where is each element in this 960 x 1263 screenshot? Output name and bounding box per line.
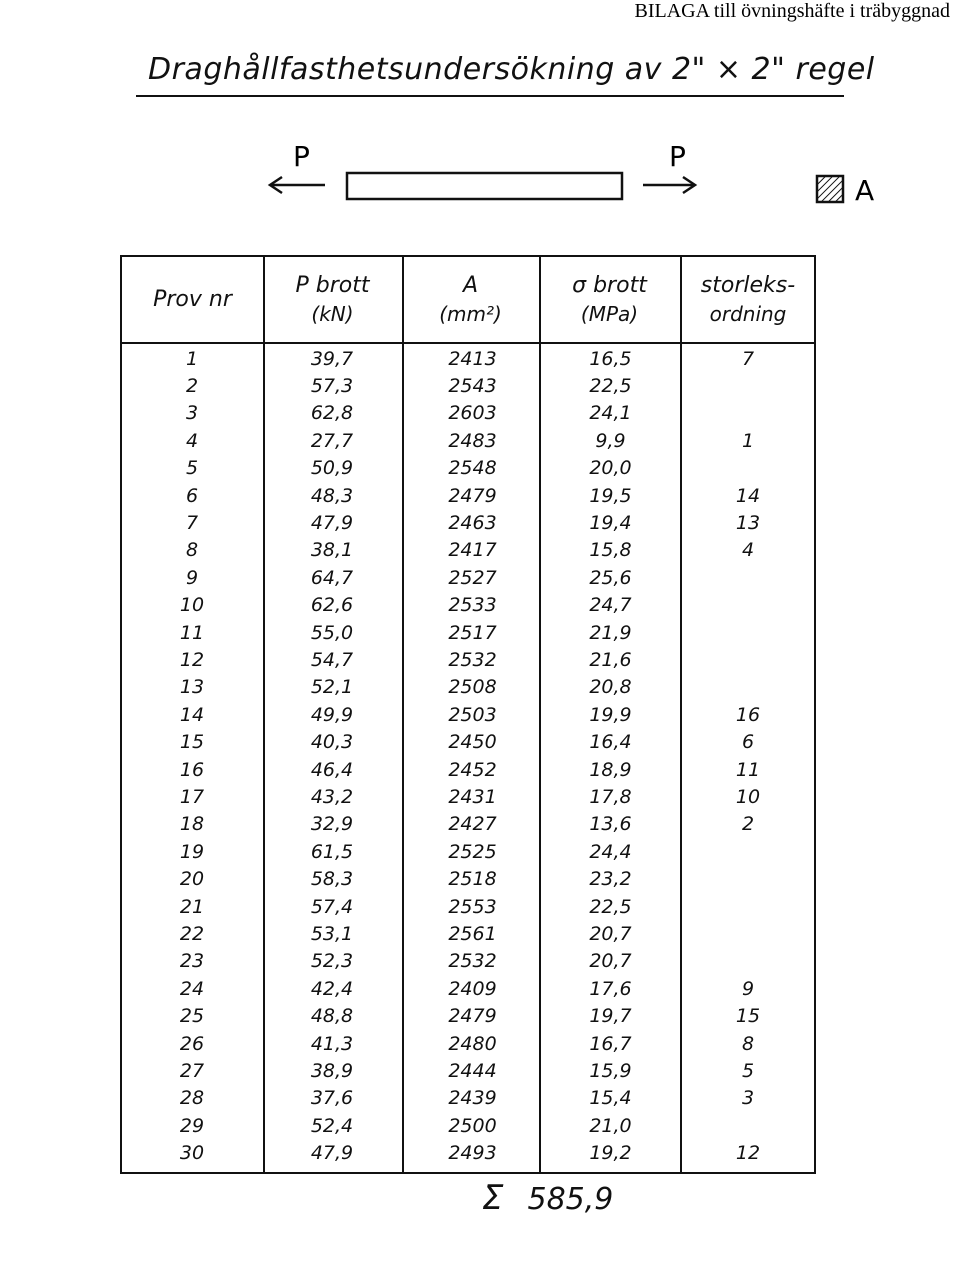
cell-p-brott: 50,9 bbox=[310, 457, 354, 480]
cell-area: 2532 bbox=[448, 649, 497, 672]
cell-area: 2483 bbox=[448, 429, 497, 452]
cell-p-brott: 41,3 bbox=[310, 1032, 354, 1055]
cell-storleksordning: 8 bbox=[741, 1032, 755, 1055]
cell-p-brott: 43,2 bbox=[310, 786, 354, 809]
cell-sigma-brott: 22,5 bbox=[589, 895, 632, 918]
cell-area: 2431 bbox=[448, 786, 497, 809]
cell-p-brott: 55,0 bbox=[310, 621, 354, 644]
tension-specimen-diagram bbox=[255, 140, 705, 220]
table-row bbox=[122, 1003, 814, 1030]
cell-sigma-brott: 15,4 bbox=[589, 1087, 632, 1110]
header-storleksordning: storleks- ordning bbox=[700, 273, 796, 326]
cell-sigma-brott: 15,9 bbox=[589, 1060, 632, 1083]
cell-sigma-brott: 24,1 bbox=[589, 402, 632, 425]
cell-sigma-brott: 19,4 bbox=[589, 512, 632, 535]
cell-area: 2527 bbox=[448, 566, 497, 589]
cell-sigma-brott: 23,2 bbox=[589, 868, 632, 891]
cell-storleksordning: 9 bbox=[741, 977, 755, 1000]
cell-sigma-brott: 19,7 bbox=[589, 1005, 632, 1028]
table-row bbox=[122, 455, 814, 482]
cell-p-brott: 47,9 bbox=[310, 1142, 354, 1165]
cell-area: 2561 bbox=[448, 923, 497, 946]
cell-sigma-brott: 18,9 bbox=[589, 758, 632, 781]
cell-sigma-brott: 21,6 bbox=[589, 649, 632, 672]
cell-area: 2479 bbox=[448, 484, 497, 507]
header-sigma-brott: σ brott (MPa) bbox=[572, 273, 647, 326]
cell-area: 2417 bbox=[448, 539, 497, 562]
cell-area: 2503 bbox=[448, 703, 497, 726]
table-row bbox=[122, 674, 814, 701]
cell-storleksordning: 14 bbox=[735, 484, 761, 507]
cell-prov-nr: 17 bbox=[179, 786, 205, 809]
hatched-square-icon bbox=[817, 176, 843, 202]
cell-sigma-brott: 25,6 bbox=[589, 566, 632, 589]
cell-p-brott: 49,9 bbox=[310, 703, 354, 726]
cell-area: 2517 bbox=[448, 621, 497, 644]
cell-storleksordning: 1 bbox=[741, 429, 755, 452]
cell-p-brott: 46,4 bbox=[310, 758, 354, 781]
cell-prov-nr: 28 bbox=[179, 1087, 205, 1110]
cell-p-brott: 27,7 bbox=[310, 429, 354, 452]
table-row bbox=[122, 1140, 814, 1167]
cell-sigma-brott: 16,7 bbox=[589, 1032, 632, 1055]
cell-p-brott: 37,6 bbox=[310, 1087, 354, 1110]
cell-prov-nr: 15 bbox=[179, 731, 205, 754]
cell-sigma-brott: 9,9 bbox=[595, 429, 626, 452]
cell-prov-nr: 7 bbox=[185, 512, 199, 535]
cell-area: 2553 bbox=[448, 895, 497, 918]
cell-prov-nr: 20 bbox=[179, 868, 205, 891]
table-row bbox=[122, 427, 814, 454]
cell-area: 2439 bbox=[448, 1087, 497, 1110]
load-label-right: P bbox=[669, 140, 686, 173]
cell-p-brott: 61,5 bbox=[310, 840, 354, 863]
cell-sigma-brott: 20,8 bbox=[589, 676, 632, 699]
header-note: BILAGA till övningshäfte i träbyggnad bbox=[634, 0, 950, 22]
cell-area: 2479 bbox=[448, 1005, 497, 1028]
cell-area: 2480 bbox=[448, 1032, 497, 1055]
cell-area: 2493 bbox=[448, 1142, 497, 1165]
cell-sigma-brott: 21,0 bbox=[589, 1114, 632, 1137]
cross-section-marker bbox=[815, 172, 885, 206]
cell-area: 2500 bbox=[448, 1114, 497, 1137]
cell-storleksordning: 3 bbox=[741, 1087, 755, 1110]
cell-sigma-brott: 17,6 bbox=[589, 977, 632, 1000]
cell-prov-nr: 12 bbox=[179, 649, 205, 672]
header-p-brott: P brott (kN) bbox=[295, 273, 370, 326]
cell-prov-nr: 22 bbox=[179, 923, 205, 946]
table-row bbox=[122, 701, 814, 728]
table-row bbox=[122, 509, 814, 536]
cell-storleksordning: 10 bbox=[735, 786, 761, 809]
cell-area: 2532 bbox=[448, 950, 497, 973]
cell-area: 2463 bbox=[448, 512, 497, 535]
cell-prov-nr: 10 bbox=[179, 594, 205, 617]
table-row bbox=[122, 372, 814, 399]
specimen-bar bbox=[347, 173, 622, 199]
table-row bbox=[122, 592, 814, 619]
cell-prov-nr: 18 bbox=[179, 813, 205, 836]
table-row bbox=[122, 482, 814, 509]
sigma-symbol: Σ bbox=[482, 1178, 504, 1218]
table-row bbox=[122, 646, 814, 673]
cell-storleksordning: 16 bbox=[735, 703, 761, 726]
cell-prov-nr: 3 bbox=[185, 402, 199, 425]
cell-prov-nr: 16 bbox=[179, 758, 205, 781]
cell-storleksordning: 4 bbox=[741, 539, 755, 562]
table-row bbox=[122, 783, 814, 810]
cell-area: 2409 bbox=[448, 977, 497, 1000]
table-row bbox=[122, 1030, 814, 1057]
cell-p-brott: 52,1 bbox=[310, 676, 354, 699]
header-divider bbox=[122, 342, 814, 344]
cell-p-brott: 53,1 bbox=[310, 923, 354, 946]
sum-line bbox=[482, 1178, 613, 1218]
cell-p-brott: 38,1 bbox=[310, 539, 354, 562]
table-row bbox=[122, 345, 814, 372]
cell-sigma-brott: 16,5 bbox=[589, 347, 632, 370]
cell-p-brott: 57,3 bbox=[310, 375, 354, 398]
cell-p-brott: 42,4 bbox=[310, 977, 354, 1000]
cell-area: 2533 bbox=[448, 594, 497, 617]
cell-sigma-brott: 19,5 bbox=[589, 484, 632, 507]
results-table bbox=[120, 255, 816, 1174]
cell-sigma-brott: 13,6 bbox=[589, 813, 632, 836]
cell-prov-nr: 30 bbox=[179, 1142, 205, 1165]
cell-prov-nr: 19 bbox=[179, 840, 205, 863]
cell-area: 2427 bbox=[448, 813, 497, 836]
table-row bbox=[122, 756, 814, 783]
cell-prov-nr: 27 bbox=[179, 1060, 205, 1083]
cell-prov-nr: 26 bbox=[179, 1032, 205, 1055]
cell-prov-nr: 13 bbox=[179, 676, 205, 699]
cell-p-brott: 48,8 bbox=[310, 1005, 354, 1028]
cell-area: 2543 bbox=[448, 375, 497, 398]
cell-sigma-brott: 17,8 bbox=[589, 786, 632, 809]
cell-area: 2548 bbox=[448, 457, 497, 480]
cell-area: 2452 bbox=[448, 758, 497, 781]
cell-p-brott: 52,4 bbox=[310, 1114, 354, 1137]
cell-area: 2450 bbox=[448, 731, 497, 754]
cell-prov-nr: 14 bbox=[179, 703, 205, 726]
load-label-left: P bbox=[293, 140, 310, 173]
cell-area: 2413 bbox=[448, 347, 497, 370]
title-underline bbox=[136, 95, 844, 97]
cell-sigma-brott: 20,7 bbox=[589, 923, 632, 946]
cell-storleksordning: 12 bbox=[735, 1142, 761, 1165]
cell-prov-nr: 11 bbox=[179, 621, 205, 644]
cell-prov-nr: 9 bbox=[185, 566, 199, 589]
cell-area: 2508 bbox=[448, 676, 497, 699]
table-row bbox=[122, 400, 814, 427]
cell-sigma-brott: 20,7 bbox=[589, 950, 632, 973]
cell-prov-nr: 29 bbox=[179, 1114, 205, 1137]
cell-storleksordning: 5 bbox=[741, 1060, 755, 1083]
table-row bbox=[122, 1112, 814, 1139]
cell-area: 2525 bbox=[448, 840, 497, 863]
cell-sigma-brott: 22,5 bbox=[589, 375, 632, 398]
table-row bbox=[122, 838, 814, 865]
cell-sigma-brott: 21,9 bbox=[589, 621, 632, 644]
cell-p-brott: 62,6 bbox=[310, 594, 354, 617]
cell-prov-nr: 2 bbox=[185, 375, 199, 398]
cell-prov-nr: 24 bbox=[179, 977, 205, 1000]
cell-p-brott: 32,9 bbox=[310, 813, 354, 836]
sum-value: 585,9 bbox=[527, 1182, 614, 1217]
cell-prov-nr: 1 bbox=[185, 347, 199, 370]
cell-p-brott: 47,9 bbox=[310, 512, 354, 535]
cell-storleksordning: 2 bbox=[741, 813, 755, 836]
cell-p-brott: 57,4 bbox=[310, 895, 354, 918]
cell-area: 2518 bbox=[448, 868, 497, 891]
cell-storleksordning: 15 bbox=[735, 1005, 761, 1028]
cell-p-brott: 48,3 bbox=[310, 484, 354, 507]
cell-p-brott: 54,7 bbox=[310, 649, 354, 672]
cell-storleksordning: 13 bbox=[735, 512, 761, 535]
table-row bbox=[122, 564, 814, 591]
cell-p-brott: 62,8 bbox=[310, 402, 354, 425]
cell-prov-nr: 5 bbox=[185, 457, 199, 480]
cell-storleksordning: 6 bbox=[741, 731, 755, 754]
table-row bbox=[122, 920, 814, 947]
cell-p-brott: 39,7 bbox=[310, 347, 354, 370]
cell-area: 2444 bbox=[448, 1060, 497, 1083]
cell-sigma-brott: 24,7 bbox=[589, 594, 632, 617]
cell-sigma-brott: 24,4 bbox=[589, 840, 632, 863]
cell-p-brott: 58,3 bbox=[310, 868, 354, 891]
cell-area: 2603 bbox=[448, 402, 497, 425]
table-row bbox=[122, 948, 814, 975]
cell-sigma-brott: 19,2 bbox=[589, 1142, 632, 1165]
cell-sigma-brott: 20,0 bbox=[589, 457, 632, 480]
cell-sigma-brott: 15,8 bbox=[589, 539, 632, 562]
table-row bbox=[122, 1085, 814, 1112]
cell-prov-nr: 8 bbox=[185, 539, 199, 562]
page-title: Draghållfasthetsundersökning av 2" × 2" regel bbox=[148, 52, 875, 87]
cell-storleksordning: 7 bbox=[741, 347, 755, 370]
cell-p-brott: 52,3 bbox=[310, 950, 354, 973]
table-row bbox=[122, 975, 814, 1002]
table-row bbox=[122, 811, 814, 838]
header-area: A (mm²) bbox=[439, 273, 502, 326]
cell-prov-nr: 21 bbox=[179, 895, 205, 918]
table-row bbox=[122, 1057, 814, 1084]
table-row bbox=[122, 619, 814, 646]
table-row bbox=[122, 866, 814, 893]
cell-prov-nr: 6 bbox=[185, 484, 199, 507]
table-row bbox=[122, 729, 814, 756]
cell-storleksordning: 11 bbox=[735, 758, 761, 781]
cell-p-brott: 38,9 bbox=[310, 1060, 354, 1083]
cell-sigma-brott: 19,9 bbox=[589, 703, 632, 726]
table-row bbox=[122, 893, 814, 920]
cell-p-brott: 40,3 bbox=[310, 731, 354, 754]
cell-prov-nr: 4 bbox=[185, 429, 199, 452]
header-prov-nr: Prov nr bbox=[153, 287, 232, 312]
cell-sigma-brott: 16,4 bbox=[589, 731, 632, 754]
table-row bbox=[122, 537, 814, 564]
area-label: A bbox=[855, 174, 875, 206]
cell-prov-nr: 23 bbox=[179, 950, 205, 973]
cell-prov-nr: 25 bbox=[179, 1005, 205, 1028]
cell-p-brott: 64,7 bbox=[310, 566, 354, 589]
